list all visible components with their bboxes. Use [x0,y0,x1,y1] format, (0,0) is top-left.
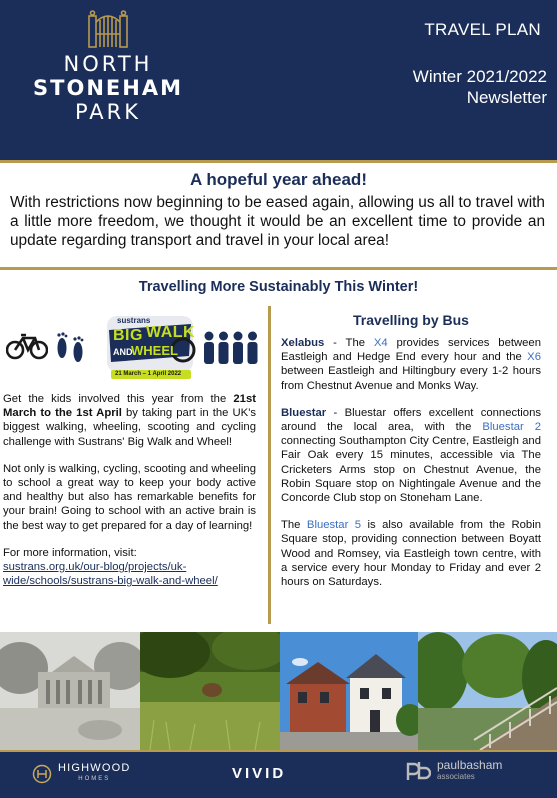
people-group-icon [202,330,260,366]
footer-gold-rule [0,750,557,752]
paulbasham-logo [405,760,502,782]
xelabus-text-3: between Eastleigh and Hiltingbury every 1-2 hours from Chestnut Avenue and Monks Way. [281,365,541,392]
bluestar-text: - Bluestar offers excellent connections around the local area, with the [281,406,541,434]
logo-line-stoneham: STONEHAM [33,76,183,100]
b5-text-2: is also available from the Robin Square stop, providing connection between Boyatt Wood and Romsey, via Eastleigh town centre, with a service every hour Monday to Friday and ever 2 hours on Saturdays. [281,519,541,589]
bus-section-title: Travelling by Bus [353,312,469,328]
xelabus-name: Xelabus [281,337,325,349]
north-stoneham-park-logo [28,8,188,124]
xelabus-text-2: provides services between Eastleigh and Hedge End every hour and the [281,337,541,364]
new-homes-photo [280,632,418,750]
bus-column [281,336,541,602]
highwood-label: HIGHWOOD [58,762,131,774]
bww-walk: WALK [146,324,196,341]
logo-line-north: NORTH [63,52,153,76]
photo-strip [0,632,557,750]
header-gold-rule [0,160,557,163]
xelabus-text: - The [324,337,374,349]
activity-icons-row [4,310,266,385]
footbridge-photo [418,632,557,750]
para1-text: Get the kids involved this year from the [3,393,234,405]
highwood-emblem-icon [32,764,52,784]
b5-text: The [281,519,307,532]
sustainable-paragraph-1 [3,392,256,449]
challenge-dates: 21st March to the 1st April [3,393,256,420]
bicycle-icon [6,332,48,360]
meadow-cattle-photo [140,632,280,750]
section-divider [0,267,557,270]
newsletter-label: Newsletter [466,88,547,107]
sustainable-paragraph-3 [3,546,256,589]
bww-and: AND [113,347,133,357]
sustainable-paragraph-2: Not only is walking, cycling, scooting and wheeling to school a great way to keep your body active and healthy but also has remarkable benefits for your brain! Going to school with an active brain is the best way to get prepared for a day of learning! [3,462,256,532]
route-bluestar-5: Bluestar 5 [306,519,362,532]
paulbasham-label: paulbasham [437,758,503,772]
bww-big: BIG [113,327,143,344]
para1-text-end: by taking part in the UK's biggest walking, wheeling, scooting and cycling challenge with Sustrans' Big Walk and Wheel! [3,407,257,448]
sustrans-link[interactable]: sustrans.org.uk/our-blog/projects/uk-wide/schools/sustrans-big-walk-and-wheel/ [3,561,218,588]
historic-house-engraving [0,632,140,750]
highwood-sub-label: HOMES [78,776,111,782]
intro-title: A hopeful year ahead! [190,170,367,189]
pb-monogram-icon [405,760,431,782]
bww-brand: sustrans [117,316,151,325]
footer-banner [0,750,557,798]
more-info-label: For more information, visit: [3,546,137,559]
vivid-logo: VIVID [232,765,287,782]
gate-icon [86,8,130,48]
column-divider [268,306,271,624]
big-walk-and-wheel-logo [103,310,197,384]
bluestar-text-2: connecting Southampton City Centre, Eastleigh and Fair Oak every 15 minutes, accessible via The Cricketers Arms stop on Chestnut Avenue, the Robin Square stop on Nightingale Avenue and the Concorde Club stop on Stoneham Lane. [281,435,541,505]
header-banner [0,0,557,163]
bluestar-5-paragraph [281,518,541,589]
paulbasham-sub-label: associates [437,772,475,781]
highwood-homes-logo [32,763,131,785]
footprints-icon [54,328,88,364]
route-bluestar-2: Bluestar 2 [482,421,541,434]
newsletter-edition [413,66,547,108]
logo-line-park: PARK [74,100,142,124]
season-label: Winter 2021/2022 [412,67,547,86]
bluestar-name: Bluestar [281,406,327,419]
route-x4: X4 [373,337,388,349]
bww-wheel: WHEEL [131,343,178,358]
intro-text: With restrictions now beginning to be eased again, allowing us all to travel with a little more freedom, we thought it would be an excellent time to provide an update regarding transport and travel in your local area! [10,194,545,249]
sustainable-column [3,392,256,601]
bluestar-paragraph [281,406,541,505]
sustainable-section-title: Travelling More Sustainably This Winter! [138,279,419,295]
bww-dates: 21 March – 1 April 2022 [115,371,182,377]
travel-plan-label: TRAVEL PLAN [424,20,541,39]
xelabus-paragraph [281,336,541,393]
route-x6: X6 [527,351,541,364]
